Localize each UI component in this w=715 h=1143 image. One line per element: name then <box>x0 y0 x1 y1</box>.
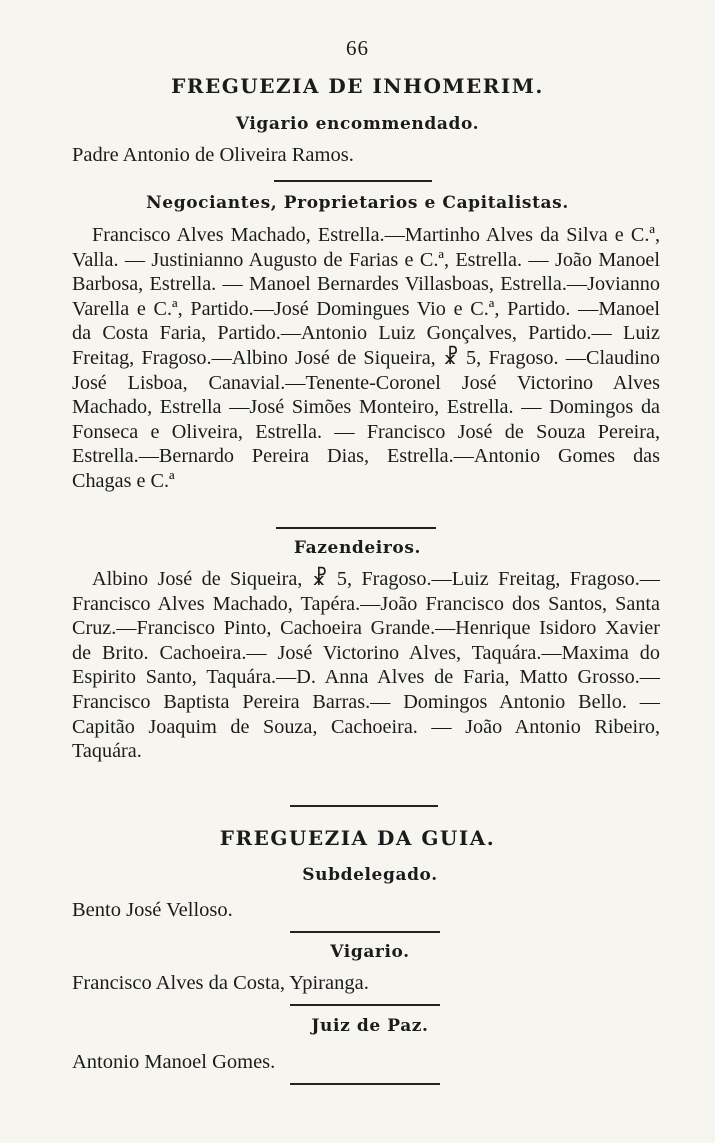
heading-fazendeiros: Fazendeiros. <box>293 538 422 558</box>
judge-name: Antonio Manoel Gomes. <box>72 1051 276 1073</box>
heading-subdelegado: Subdelegado. <box>302 865 438 885</box>
heading-vigario: Vigario. <box>330 942 410 962</box>
heading-negociantes: Negociantes, Proprietarios e Capitalistas. <box>146 193 569 213</box>
vicar-guia-name: Francisco Alves da Costa, Ypiranga. <box>72 972 369 994</box>
divider <box>276 527 436 529</box>
divider <box>290 1004 440 1006</box>
merchants-paragraph: Francisco Alves Machado, Estrella.—Martinho Alves da Silva e C.ª, Valla. — Justinianno Augusto de Farias e C.ª, Estrella. — João Manoel Barbosa, Estrella. — Manoel Bernardes Villasboas, Estrella.—Jovianno Varella e C.ª, Partido.—José Domingues Vio e C.ª, Partido. —Manoel da Costa Faria, Partido.—Antonio Luiz Gonçalves, Partido.— Luiz Freitag, Fragoso.—Albino José de Siqueira, ☧ 5, Fragoso. —Claudino José Lisboa, Canavial.—Tenente-Coronel José Victorino Alves Machado, Estrella —José Simões Monteiro, Estrella. — Domingos da Fonseca e Oliveira, Estrella. — Francisco José de Souza Pereira, Estrella.—Bernardo Pereira Dias, Estrella.—Antonio Gomes das Chagas e C.ª <box>72 224 660 492</box>
vicar-name: Padre Antonio de Oliveira Ramos. <box>72 144 354 166</box>
heading-juiz-de-paz: Juiz de Paz. <box>311 1016 429 1036</box>
farmers-paragraph: Albino José de Siqueira, ☧ 5, Fragoso.—Luiz Freitag, Fragoso.—Francisco Alves Machado, Tapéra.—João Francisco dos Santos, Santa Cruz.—Francisco Pinto, Cachoeira Grande.—Henrique Isidoro Xavier de Brito. Cachoeira.— José Victorino Alves, Taquára.—Maxima do Espirito Santo, Taquára.—D. Anna Alves de Faria, Matto Grosso.—Francisco Baptista Pereira Barras.— Domingos Antonio Bello. —Capitão Joaquim de Souza, Cachoeira. — João Antonio Ribeiro, Taquára. <box>72 568 660 763</box>
subdelegate-name: Bento José Velloso. <box>72 899 233 921</box>
section-title-inhomerim: FREGUEZIA DE INHOMERIM. <box>171 74 544 98</box>
section-title-guia: FREGUEZIA DA GUIA. <box>219 826 496 850</box>
divider <box>290 805 438 807</box>
divider <box>290 931 440 933</box>
page-number: 66 <box>346 36 369 60</box>
divider <box>290 1083 440 1085</box>
heading-vigario-encommendado: Vigario encommendado. <box>235 114 480 134</box>
divider <box>274 180 432 182</box>
